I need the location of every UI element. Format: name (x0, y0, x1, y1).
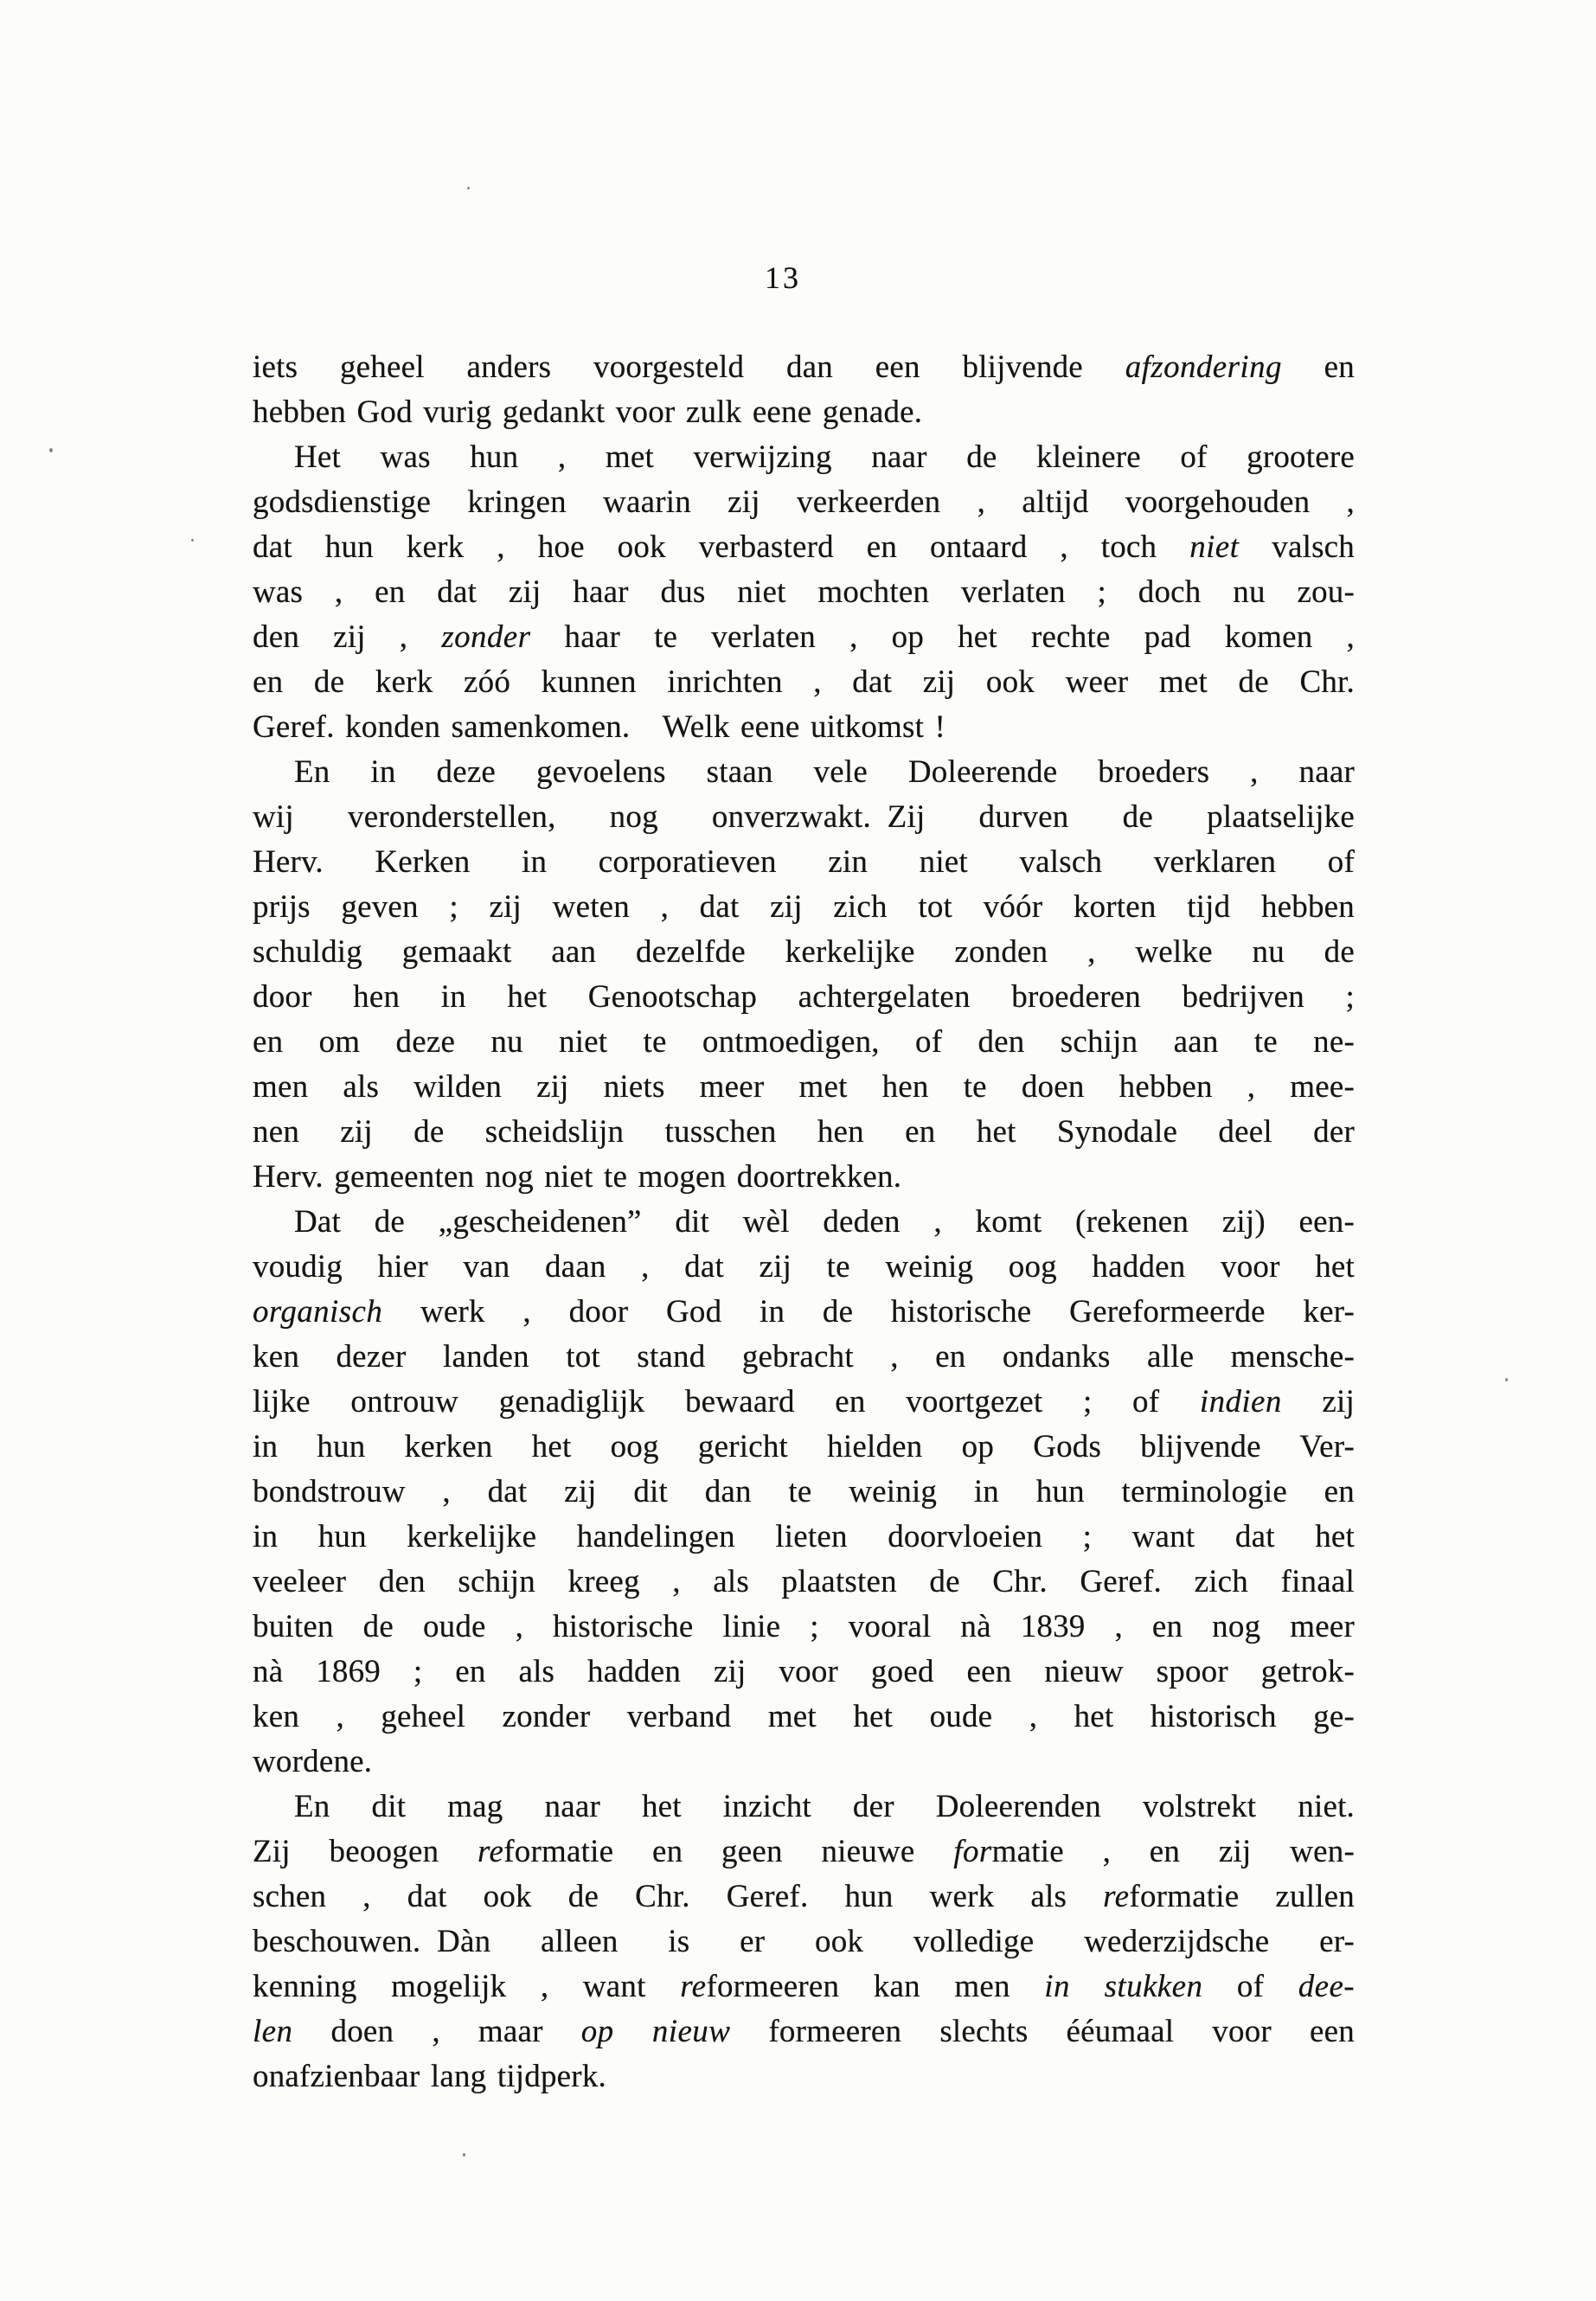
scan-speck (49, 448, 53, 452)
text-line: ken , geheel zonder verband met het oude , het historisch ge- (253, 1699, 1355, 1734)
text-line: en de kerk zóó kunnen inrichten , dat zij ook weer met de Chr. (253, 664, 1355, 700)
text-line: Het was hun , met verwijzing naar de kleinere of grootere (294, 439, 1355, 475)
text-line: ken dezer landen tot stand gebracht , en ondanks alle mensche- (253, 1339, 1355, 1375)
text-line: schuldig gemaakt aan dezelfde kerkelijke zonden , welke nu de (253, 934, 1355, 970)
text-line: onafzienbaar lang tijdperk. (253, 2059, 606, 2094)
text-line: godsdienstige kringen waarin zij verkeerden , altijd voorgehouden , (253, 484, 1355, 520)
text-line: nà 1869 ; en als hadden zij voor goed een nieuw spoor getrok- (253, 1654, 1355, 1689)
text-line: En dit mag naar het inzicht der Doleerenden volstrekt niet. (294, 1789, 1355, 1824)
text-line: Geref. konden samenkomen. Welk eene uitkomst ! (253, 709, 946, 745)
text-line: was , en dat zij haar dus niet mochten verlaten ; doch nu zou- (253, 574, 1355, 610)
text-line: Zij beoogen reformatie en geen nieuwe formatie , en zij wen- (253, 1834, 1355, 1869)
text-line: iets geheel anders voorgesteld dan een blijvende afzondering en (253, 349, 1356, 385)
text-line: kenning mogelijk , want reformeeren kan men in stukken of dee- (253, 1969, 1355, 2004)
text-line: lijke ontrouw genadiglijk bewaard en voortgezet ; of indien zij (253, 1384, 1355, 1420)
text-line: prijs geven ; zij weten , dat zij zich tot vóór korten tijd hebben (253, 889, 1355, 925)
text-line: wordene. (253, 1744, 373, 1779)
text-line: buiten de oude , historische linie ; vooral nà 1839 , en nog meer (253, 1609, 1355, 1644)
scan-speck (191, 539, 194, 542)
text-line: Herv. gemeenten nog niet te mogen doortrekken. (253, 1159, 902, 1195)
text-line: len doen , maar op nieuw formeeren slechts ééumaal voor een (253, 2014, 1355, 2049)
text-line: organisch werk , door God in de historische Gereformeerde ker- (253, 1294, 1355, 1330)
scan-speck (1505, 1378, 1508, 1381)
text-line: men als wilden zij niets meer met hen te doen hebben , mee- (253, 1069, 1355, 1105)
text-line: schen , dat ook de Chr. Geref. hun werk als reformatie zullen (253, 1879, 1356, 1914)
text-block (253, 345, 1355, 2099)
scan-speck (463, 2153, 465, 2157)
text-line: hebben God vurig gedankt voor zulk eene genade. (253, 394, 923, 430)
text-line: Herv. Kerken in corporatieven zin niet valsch verklaren of (253, 844, 1355, 880)
text-line: in hun kerkelijke handelingen lieten doorvloeien ; want dat het (253, 1519, 1355, 1554)
text-line: wij veronderstellen, nog onverzwakt. Zij durven de plaatselijke (253, 799, 1355, 835)
text-line: beschouwen. Dàn alleen is er ook volledige wederzijdsche er- (253, 1924, 1355, 1959)
scan-speck (467, 187, 470, 189)
page-number: 13 (765, 260, 801, 295)
text-line: En in deze gevoelens staan vele Doleerende broeders , naar (294, 754, 1355, 790)
text-line: veeleer den schijn kreeg , als plaatsten de Chr. Geref. zich finaal (253, 1564, 1355, 1599)
text-line: en om deze nu niet te ontmoedigen, of den schijn aan te ne- (253, 1024, 1355, 1060)
text-line: nen zij de scheidslijn tusschen hen en het Synodale deel der (253, 1114, 1355, 1150)
text-line: dat hun kerk , hoe ook verbasterd en ontaard , toch niet valsch (253, 529, 1355, 565)
text-line: in hun kerken het oog gericht hielden op Gods blijvende Ver- (253, 1429, 1355, 1465)
text-line: voudig hier van daan , dat zij te weinig oog hadden voor het (253, 1249, 1355, 1285)
text-line: bondstrouw , dat zij dit dan te weinig in hun terminologie en (253, 1474, 1355, 1509)
text-line: den zij , zonder haar te verlaten , op het rechte pad komen , (253, 619, 1355, 655)
text-line: Dat de „gescheidenen” dit wèl deden , komt (rekenen zij) een- (294, 1204, 1355, 1240)
text-line: door hen in het Genootschap achtergelaten broederen bedrijven ; (253, 979, 1355, 1015)
